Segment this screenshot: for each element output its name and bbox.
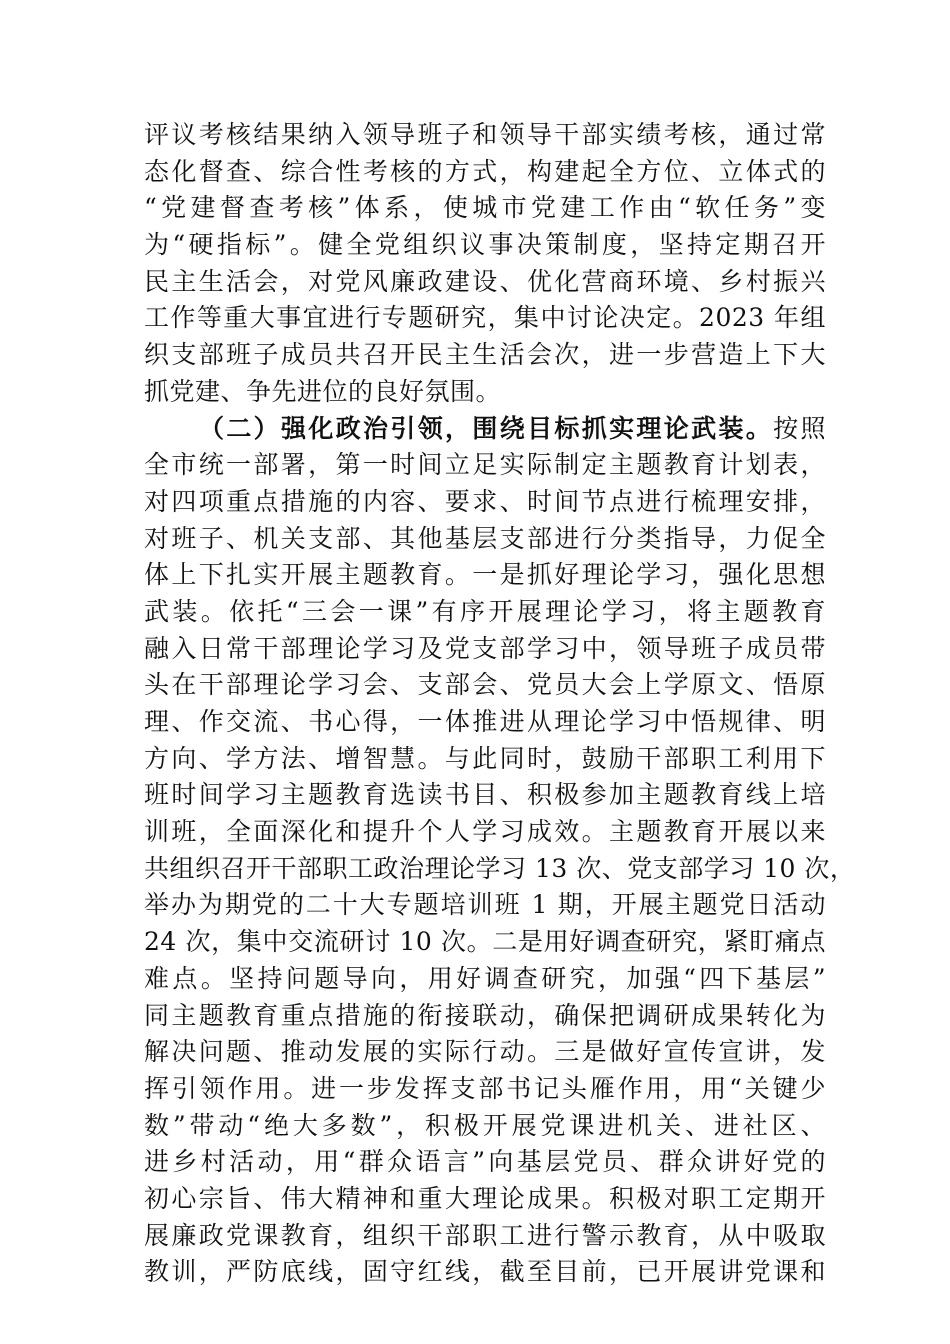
paragraph-line: 织支部班子成员共召开民主生活会次，进一步营造上下大 bbox=[144, 340, 826, 370]
paragraph-line: 头在干部理论学习会、支部会、党员大会上学原文、悟原 bbox=[144, 670, 826, 700]
paragraph-line: 解决问题、推动发展的实际行动。三是做好宣传宣讲，发 bbox=[144, 1037, 826, 1067]
paragraph-line: 进乡村活动，用“群众语言”向基层党员、群众讲好党的 bbox=[144, 1147, 826, 1177]
paragraph-line: 全市统一部署，第一时间立足实际制定主题教育计划表， bbox=[144, 450, 826, 480]
paragraph-line: 工作等重大事宜进行专题研究，集中讨论决定。2023 年组 bbox=[144, 303, 826, 333]
paragraph-line: 武装。依托“三会一课”有序开展理论学习，将主题教育 bbox=[144, 596, 826, 626]
paragraph-line: 体上下扎实开展主题教育。一是抓好理论学习，强化思想 bbox=[144, 560, 826, 590]
paragraph-line: 教训，严防底线，固守红线，截至目前，已开展讲党课和 bbox=[144, 1257, 826, 1287]
section-heading: （二）强化政治引领，围绕目标抓实理论武装。 bbox=[199, 413, 774, 443]
section-heading-line bbox=[144, 411, 826, 448]
paragraph-line: 对班子、机关支部、其他基层支部进行分类指导，力促全 bbox=[144, 523, 826, 553]
paragraph-line: 同主题教育重点措施的衔接联动，确保把调研成果转化为 bbox=[144, 1000, 826, 1030]
paragraph-line: 24 次，集中交流研讨 10 次。二是用好调查研究，紧盯痛点 bbox=[144, 927, 826, 957]
paragraph-line: 班时间学习主题教育选读书目、积极参加主题教育线上培 bbox=[144, 780, 826, 810]
section-heading-tail: 按照 bbox=[773, 413, 826, 443]
paragraph-line: 民主生活会，对党风廉政建设、优化营商环境、乡村振兴 bbox=[144, 266, 826, 296]
paragraph-line: 展廉政党课教育，组织干部职工进行警示教育，从中吸取 bbox=[144, 1220, 826, 1250]
paragraph-line: 数”带动“绝大多数”，积极开展党课进机关、进社区、 bbox=[144, 1110, 826, 1140]
document-body bbox=[144, 117, 856, 1291]
paragraph-line: 为“硬指标”。健全党组织议事决策制度，坚持定期召开 bbox=[144, 230, 826, 260]
paragraph-line: 挥引领作用。进一步发挥支部书记头雁作用，用“关键少 bbox=[144, 1073, 826, 1103]
paragraph-line: 态化督查、综合性考核的方式，构建起全方位、立体式的 bbox=[144, 156, 826, 186]
paragraph-line: 初心宗旨、伟大精神和重大理论成果。积极对职工定期开 bbox=[144, 1183, 826, 1213]
paragraph-line: 抓党建、争先进位的良好氛围。 bbox=[144, 376, 502, 406]
paragraph-line: 难点。坚持问题导向，用好调查研究，加强“四下基层” bbox=[144, 963, 826, 993]
paragraph-line: 评议考核结果纳入领导班子和领导干部实绩考核，通过常 bbox=[144, 120, 826, 149]
paragraph-line: 训班，全面深化和提升个人学习成效。主题教育开展以来 bbox=[144, 817, 826, 847]
paragraph-line: 共组织召开干部职工政治理论学习 13 次、党支部学习 10 次， bbox=[144, 853, 856, 883]
paragraph-line: 理、作交流、书心得，一体推进从理论学习中悟规律、明 bbox=[144, 707, 826, 736]
paragraph-line: 举办为期党的二十大专题培训班 1 期，开展主题党日活动 bbox=[144, 890, 826, 920]
paragraph-line: 对四项重点措施的内容、要求、时间节点进行梳理安排， bbox=[144, 486, 826, 516]
paragraph-line: 方向、学方法、增智慧。与此同时，鼓励干部职工利用下 bbox=[144, 743, 826, 773]
paragraph-line: 融入日常干部理论学习及党支部学习中，领导班子成员带 bbox=[144, 633, 826, 663]
paragraph-line: “党建督查考核”体系，使城市党建工作由“软任务”变 bbox=[144, 193, 826, 223]
